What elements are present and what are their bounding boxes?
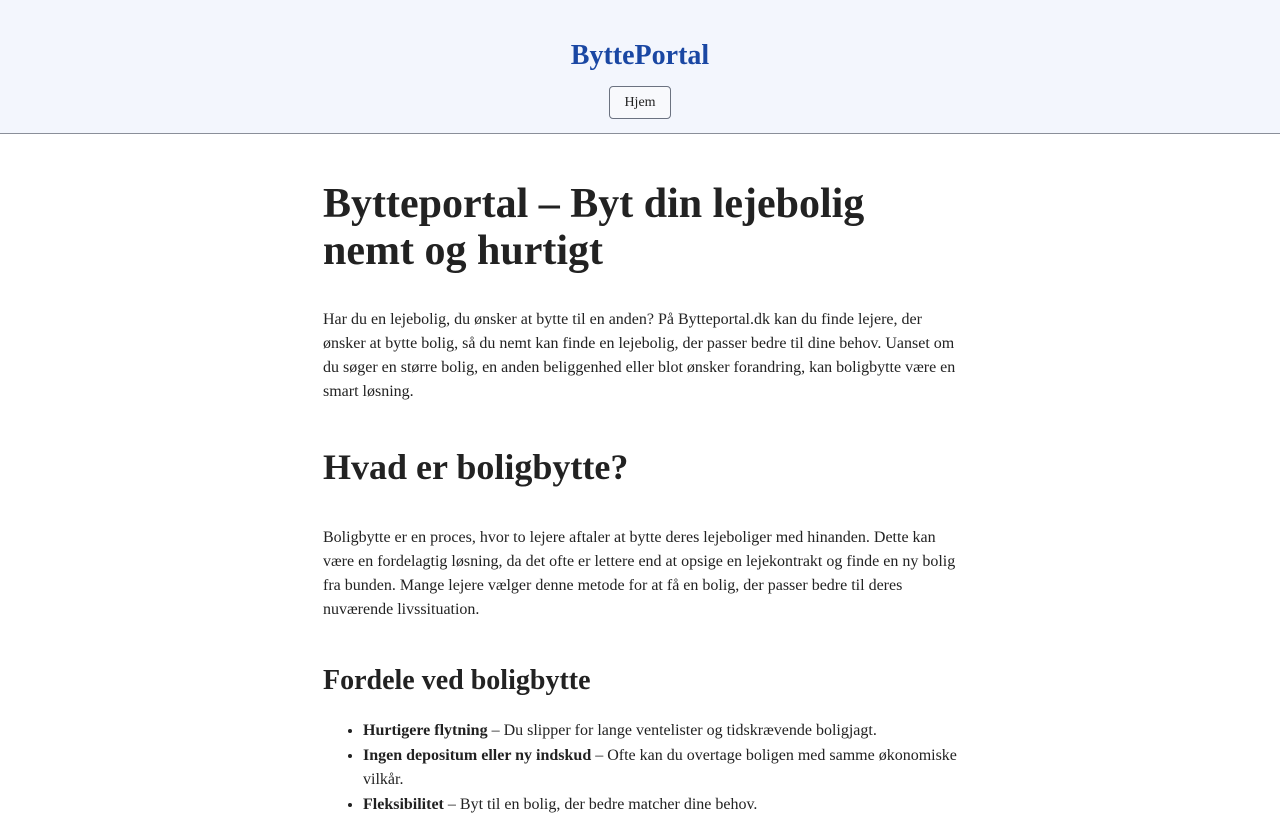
- list-item-title: Ingen depositum eller ny indskud: [363, 747, 591, 764]
- list-item-text: – Ofte kan du overtage boligen med samme økonomiske vilkår.: [363, 747, 957, 789]
- benefits-list: [323, 719, 957, 817]
- nav-home-button[interactable]: Hjem: [609, 86, 671, 119]
- list-item-title: Fleksibilitet: [363, 796, 444, 813]
- site-header: [0, 0, 1280, 134]
- section-paragraph-what: Boligbytte er en proces, hvor to lejere aftaler at bytte deres lejeboliger med hinanden. Dette kan være en fordelagtig løsning, da det ofte er lettere end at opsige en lejekontrakt og finde en ny bolig fra bunden. Mange lejere vælger denne metode for at få en bolig, der passer bedre til deres nuværende livssituation.: [323, 526, 957, 622]
- page-title: Bytteportal – Byt din lejebolig nemt og hurtigt: [323, 181, 957, 275]
- list-item-title: Hurtigere flytning: [363, 722, 488, 739]
- list-item-text: – Byt til en bolig, der bedre matcher dine behov.: [444, 796, 758, 813]
- main-content: [323, 135, 957, 817]
- list-item-text: – Du slipper for lange ventelister og tidskrævende boligjagt.: [488, 722, 877, 739]
- section-heading-benefits: Fordele ved boligbytte: [323, 664, 957, 698]
- section-heading-what: Hvad er boligbytte?: [323, 446, 957, 488]
- list-item: [363, 744, 957, 793]
- list-item: [363, 719, 957, 744]
- intro-paragraph: Har du en lejebolig, du ønsker at bytte til en anden? På Bytteportal.dk kan du finde lejere, der ønsker at bytte bolig, så du nemt kan finde en lejebolig, der passer bedre til dine behov. Uanset om du søger en større bolig, en anden beliggenhed eller blot ønsker forandring, kan boligbytte være en smart løsning.: [323, 308, 957, 404]
- list-item: [363, 793, 957, 817]
- site-title[interactable]: ByttePortal: [0, 38, 1280, 74]
